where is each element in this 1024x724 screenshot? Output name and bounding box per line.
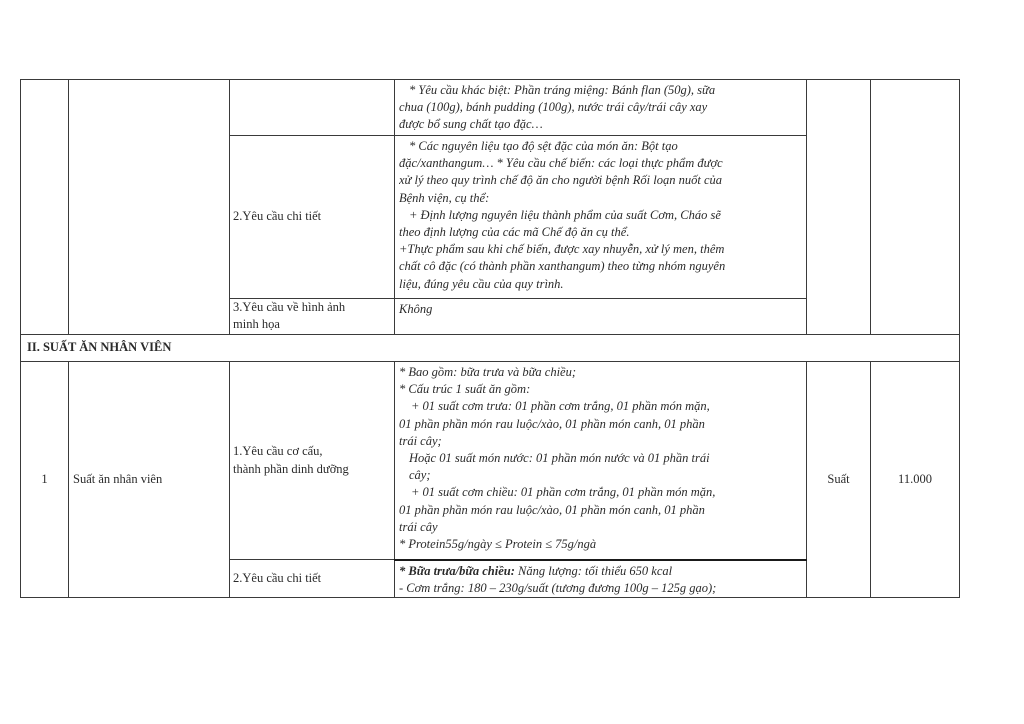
- requirement-line: * Yêu cầu khác biệt: Phần tráng miệng: Bánh flan (50g), sữa: [409, 83, 716, 97]
- table-row: [21, 362, 960, 560]
- requirement-label-text: minh họa: [233, 317, 280, 332]
- unit-cell: [807, 362, 871, 598]
- requirement-label-text: 3.Yêu cầu về hình ảnh: [233, 300, 346, 314]
- requirement-label: [230, 560, 395, 598]
- requirement-cell: [395, 136, 807, 299]
- item-name-cell: [69, 362, 230, 598]
- quantity-value: 11.000: [898, 471, 932, 486]
- unit-value: Suất: [827, 471, 850, 486]
- requirement-line: * Các nguyên liệu tạo độ sệt đặc của món ăn: Bột tạo: [409, 139, 678, 153]
- item-name: Suất ăn nhân viên: [73, 471, 163, 486]
- requirement-line: 01 phần phần món rau luộc/xào, 01 phần món canh, 01 phần: [399, 416, 705, 431]
- requirement-line: [399, 563, 802, 580]
- requirement-line: được bổ sung chất tạo đặc…: [399, 117, 543, 132]
- scan-speck: [955, 42, 995, 48]
- requirement-value: Không: [399, 302, 433, 316]
- requirement-line: * Bao gồm: bữa trưa và bữa chiều;: [399, 365, 577, 379]
- requirement-line: + 01 suất cơm trưa: 01 phần cơm trắng, 01 phần món mặn,: [411, 399, 710, 414]
- stt-cell: [21, 362, 69, 598]
- requirement-label-text: 2.Yêu cầu chi tiết: [233, 209, 322, 224]
- requirement-label-text: thành phần dinh dưỡng: [233, 461, 349, 476]
- requirement-label-text: 2.Yêu cầu chi tiết: [233, 570, 322, 585]
- requirement-line: xử lý theo quy trình chế độ ăn cho người bệnh Rối loạn nuốt của: [399, 173, 723, 188]
- requirement-line: trái cây;: [399, 433, 442, 448]
- requirement-line: Bệnh viện, cụ thể:: [399, 190, 490, 205]
- requirement-line: + Định lượng nguyên liệu thành phẩm của suất Cơm, Cháo sẽ: [409, 207, 721, 222]
- requirement-cell: [395, 299, 807, 335]
- requirement-line: trái cây: [399, 519, 438, 534]
- quantity-cell: [871, 362, 960, 598]
- requirement-line: 01 phần phần món rau luộc/xào, 01 phần món canh, 01 phần: [399, 502, 705, 517]
- energy-requirement: Năng lượng: tối thiểu 650 kcal: [514, 563, 673, 578]
- requirement-line: - Cơm trắng: 180 – 230g/suất (tương đương 100g – 125g gạo);: [399, 580, 717, 595]
- section-row: [21, 335, 960, 362]
- item-name-cell-continued: [69, 80, 230, 335]
- requirement-line: liệu, đúng yêu cầu của quy trình.: [399, 276, 564, 291]
- requirement-line: Hoặc 01 suất món nước: 01 phần món nước và 01 phần trái: [409, 451, 710, 466]
- requirement-label-text: 1.Yêu cầu cơ cấu,: [233, 444, 323, 459]
- specification-table: [20, 79, 960, 598]
- requirement-cell: [395, 362, 807, 560]
- requirement-line: * Cấu trúc 1 suất ăn gồm:: [399, 382, 531, 397]
- requirement-label: [230, 136, 395, 299]
- table-row: [21, 80, 960, 136]
- section-title-cell: [21, 335, 960, 362]
- requirement-cell: [395, 560, 807, 598]
- quantity-cell-continued: [871, 80, 960, 335]
- stt-cell-continued: [21, 80, 69, 335]
- section-title: II. SUẤT ĂN NHÂN VIÊN: [27, 340, 172, 355]
- meal-heading: * Bữa trưa/bữa chiều:: [399, 563, 515, 578]
- requirement-line: chất cô đặc (có thành phần xanthangum) theo từng nhóm nguyên: [399, 259, 726, 274]
- stt-value: 1: [41, 471, 48, 486]
- requirement-line: cây;: [409, 468, 431, 483]
- requirement-line: chua (100g), bánh pudding (100g), nước trái cây/trái cây xay: [399, 100, 708, 115]
- label-cell-empty: [230, 80, 395, 136]
- requirement-line: theo định lượng của các mã Chế độ ăn cụ thể.: [399, 225, 630, 240]
- requirement-line: đặc/xanthangum… * Yêu cầu chế biến: các loại thực phẩm được: [399, 156, 723, 171]
- requirement-line: + 01 suất cơm chiều: 01 phần cơm trắng, 01 phần món mặn,: [411, 485, 716, 500]
- unit-cell-continued: [807, 80, 871, 335]
- requirement-line: +Thực phẩm sau khi chế biến, được xay nhuyễn, xử lý men, thêm: [399, 242, 725, 257]
- requirement-cell: [395, 80, 807, 136]
- requirement-label: [230, 362, 395, 560]
- requirement-line: * Protein55g/ngày ≤ Protein ≤ 75g/ngà: [399, 537, 597, 552]
- requirement-label: [230, 299, 395, 335]
